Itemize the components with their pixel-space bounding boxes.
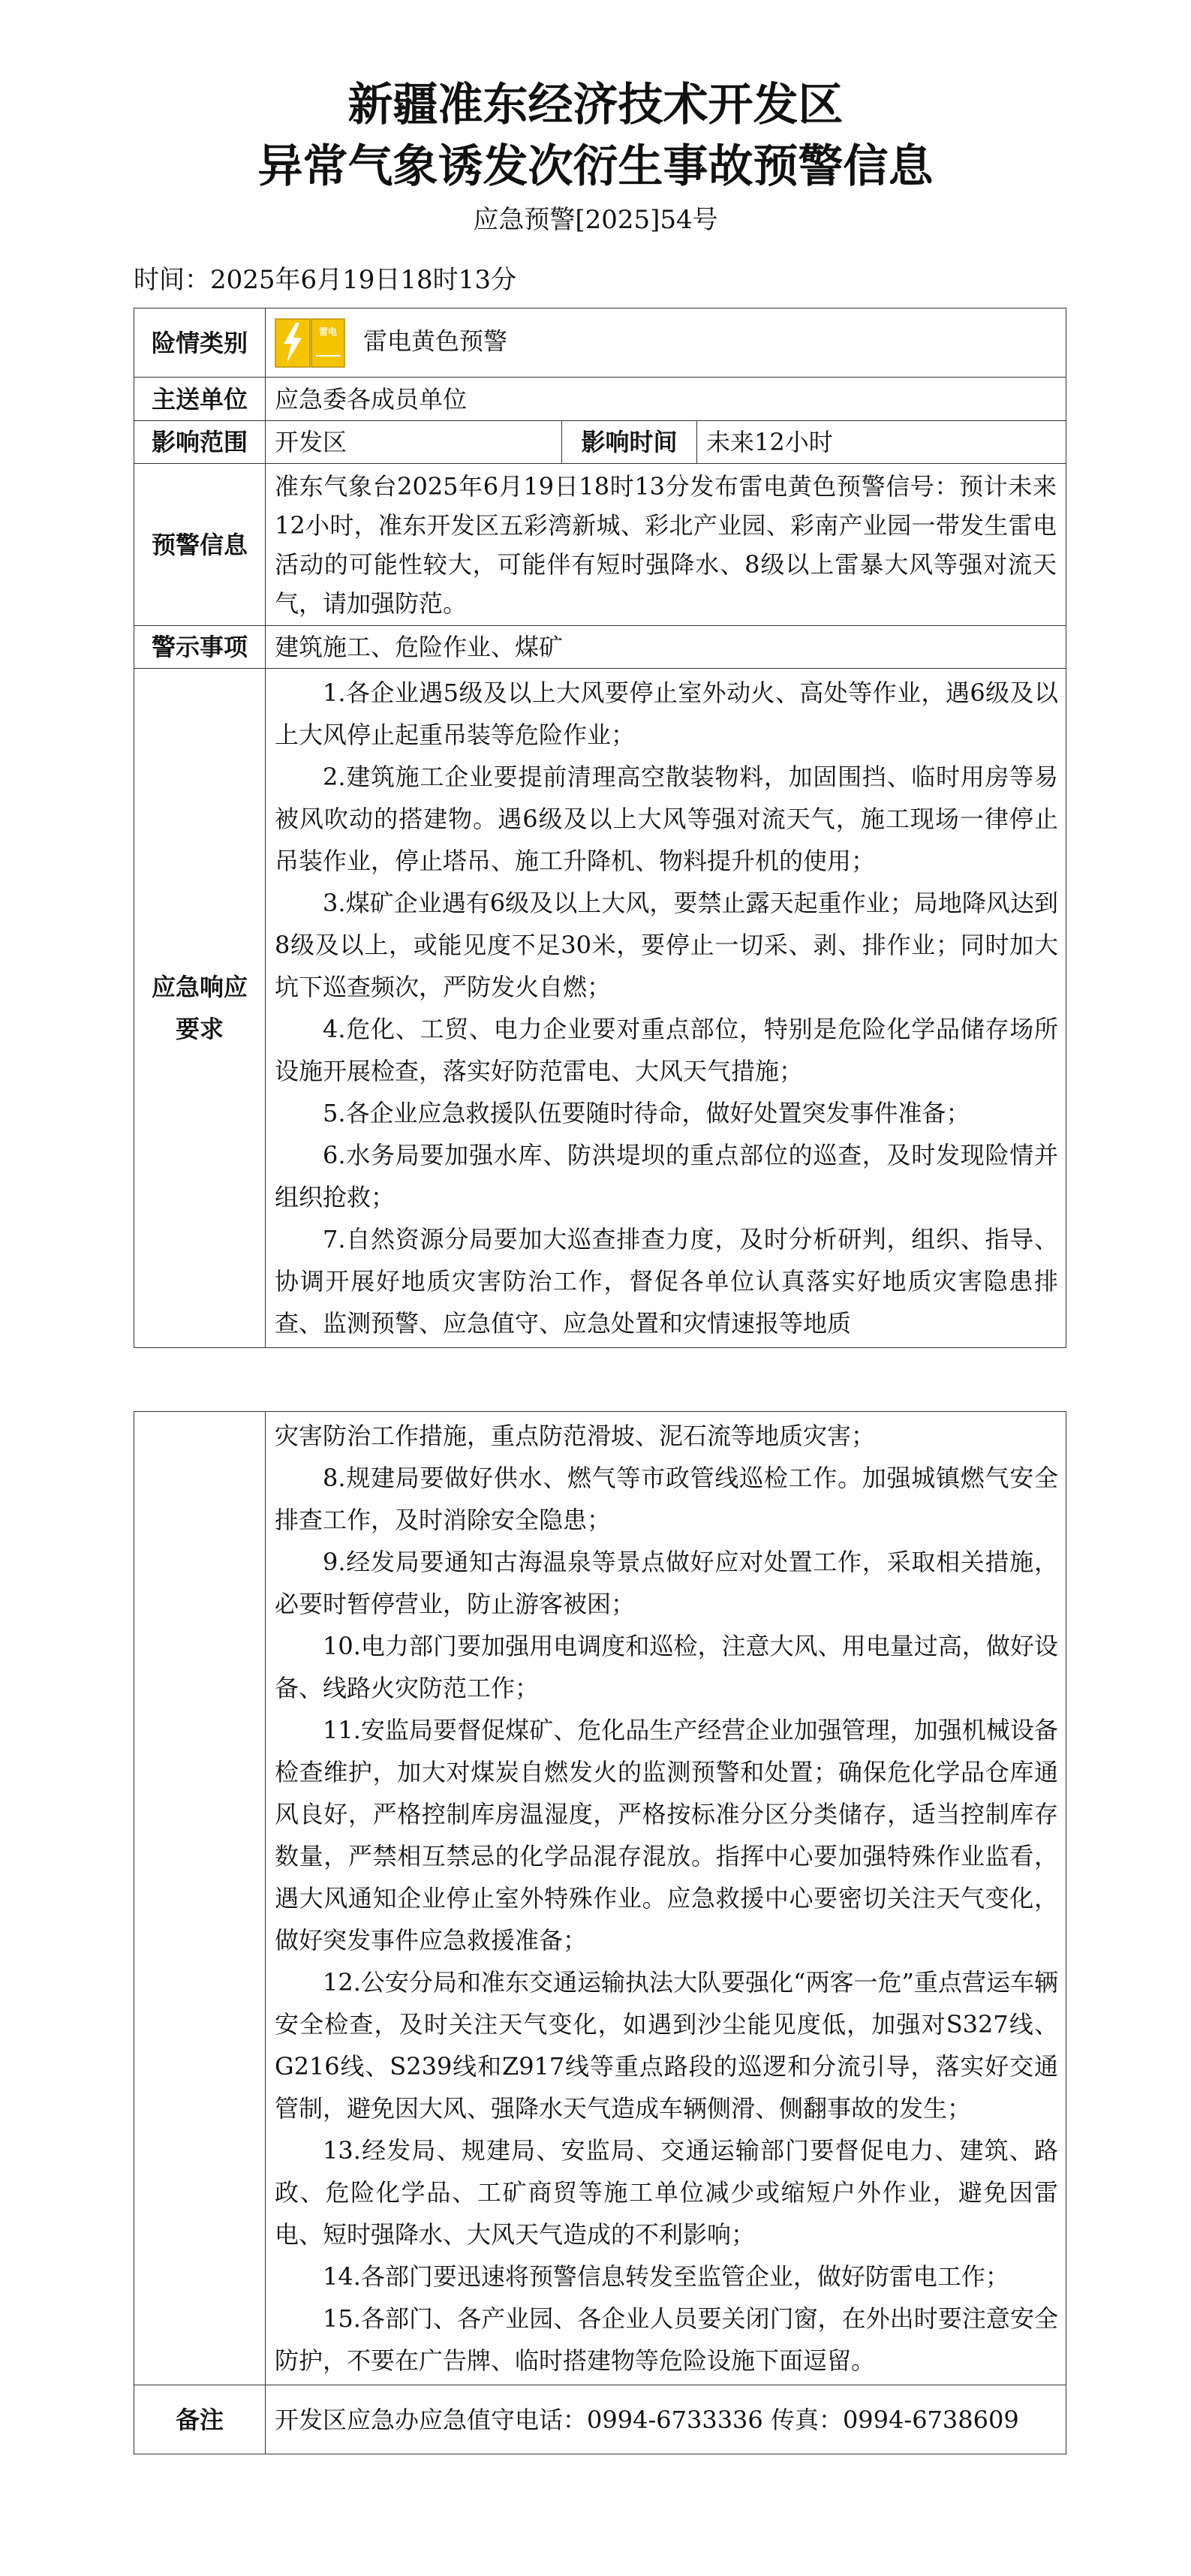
- response-item: 9.经发局要通知古海温泉等景点做好应对处置工作，采取相关措施，必要时暂停营业，防止游客被困；: [275, 1548, 1058, 1618]
- response-item: 6.水务局要加强水库、防洪堤坝的重点部位的巡查，及时发现险情并组织抢救；: [275, 1141, 1058, 1211]
- duration-value: 未来12小时: [697, 421, 1066, 464]
- warning-table: [134, 308, 1066, 1348]
- risk-type-cell: [266, 308, 1066, 378]
- response-item: 4.危化、工贸、电力企业要对重点部位，特别是危险化学品储存场所设施开展检查，落实好防范雷电、大风天气措施；: [275, 1015, 1058, 1085]
- response-items-page2: [266, 1412, 1066, 2385]
- title-line-1: 新疆准东经济技术开发区: [347, 79, 844, 131]
- issued-time: 时间：2025年6月19日18时13分: [134, 265, 516, 295]
- response-item: 14.各部门要迅速将预警信息转发至监管企业，做好防雷电工作；: [323, 2262, 1009, 2291]
- svg-text:雷电: 雷电: [318, 326, 338, 337]
- response-item: 12.公安分局和准东交通运输执法大队要强化“两客一危”重点营运车辆安全检查，及时关注天气变化，如遇到沙尘能见度低，加强对S327线、G216线、S239线和Z917线等重点路段的巡逻和分流引导，落实好交通管制，避免因大风、强降水天气造成车辆侧滑、侧翻事故的发生；: [275, 1968, 1058, 2123]
- response-item: 13.经发局、规建局、安监局、交通运输部门要督促电力、建筑、路政、危险化学品、工矿商贸等施工单位减少或缩短户外作业，避免因雷电、短时强降水、大风天气造成的不利影响；: [275, 2136, 1058, 2249]
- response-item: 5.各企业应急救援队伍要随时待命，做好处置突发事件准备；: [323, 1099, 970, 1127]
- duration-label: 影响时间: [562, 421, 697, 464]
- recipient-label: 主送单位: [134, 378, 266, 421]
- response-label-line1: 应急响应: [151, 973, 248, 1001]
- scope-value: 开发区: [266, 421, 562, 464]
- remarks-label: 备注: [134, 2385, 266, 2454]
- response-item: 8.规建局要做好供水、燃气等市政管线巡检工作。加强城镇燃气安全排查工作，及时消除安全隐患；: [275, 1464, 1058, 1534]
- scope-label: 影响范围: [134, 421, 266, 464]
- recipient-value: 应急委各成员单位: [266, 378, 1066, 421]
- response-item: 2.建筑施工企业要提前清理高空散装物料，加固围挡、临时用房等易被风吹动的搭建物。遇6级及以上大风等强对流天气，施工现场一律停止吊装作业，停止塔吊、施工升降机、物料提升机的使用；: [275, 763, 1058, 875]
- response-continuation: 灾害防治工作措施，重点防范滑坡、泥石流等地质灾害；: [275, 1422, 876, 1450]
- response-item: 3.煤矿企业遇有6级及以上大风，要禁止露天起重作业；局地降风达到8级及以上，或能见度不足30米，要停止一切采、剥、排作业；同时加大坑下巡查频次，严防发火自燃；: [275, 889, 1058, 1001]
- title-line-2: 异常气象诱发次衍生事故预警信息: [257, 140, 934, 193]
- response-label-line2: 要求: [175, 1015, 224, 1043]
- response-item: 1.各企业遇5级及以上大风要停止室外动火、高处等作业，遇6级及以上大风停止起重吊装等危险作业；: [275, 679, 1058, 749]
- risk-type-value: 雷电黄色预警: [363, 327, 508, 355]
- doc-number: 应急预警[2025]54号: [473, 205, 718, 235]
- continued-label-cell: [134, 1412, 266, 2385]
- notice-label: 警示事项: [134, 626, 266, 669]
- info-value: 准东气象台2025年6月19日18时13分发布雷电黄色预警信号：预计未来12小时，准东开发区五彩湾新城、彩北产业园、彩南产业园一带发生雷电活动的可能性较大，可能伴有短时强降水、8级以上雷暴大风等强对流天气，请加强防范。: [266, 464, 1066, 626]
- response-item: 7.自然资源分局要加大巡查排查力度，及时分析研判，组织、指导、协调开展好地质灾害防治工作，督促各单位认真落实好地质灾害隐患排查、监测预警、应急值守、应急处置和灾情速报等地质: [275, 1225, 1058, 1338]
- thunder-yellow-warning-icon: [275, 318, 345, 368]
- response-item: 10.电力部门要加强用电调度和巡检，注意大风、用电量过高，做好设备、线路火灾防范工作；: [275, 1632, 1058, 1702]
- response-items-page1: [266, 669, 1066, 1348]
- risk-type-label: 险情类别: [134, 308, 266, 378]
- notice-value: 建筑施工、危险作业、煤矿: [266, 626, 1066, 669]
- warning-table-continued: [134, 1411, 1066, 2454]
- response-item: 11.安监局要督促煤矿、危化品生产经营企业加强管理，加强机械设备检查维护，加大对煤炭自燃发火的监测预警和处置；确保危化学品仓库通风良好，严格控制库房温湿度，严格按标准分区分类储存，适当控制库存数量，严禁相互禁忌的化学品混存混放。指挥中心要加强特殊作业监看，遇大风通知企业停止室外特殊作业。应急救援中心要密切关注天气变化，做好突发事件应急救援准备；: [275, 1716, 1058, 1955]
- remarks-value: 开发区应急办应急值守电话：0994-6733336 传真：0994-6738609: [266, 2385, 1066, 2454]
- info-label: 预警信息: [134, 464, 266, 626]
- response-label: [134, 669, 266, 1348]
- response-item: 15.各部门、各产业园、各企业人员要关闭门窗，在外出时要注意安全防护，不要在广告牌、临时搭建物等危险设施下面逗留。: [275, 2304, 1058, 2375]
